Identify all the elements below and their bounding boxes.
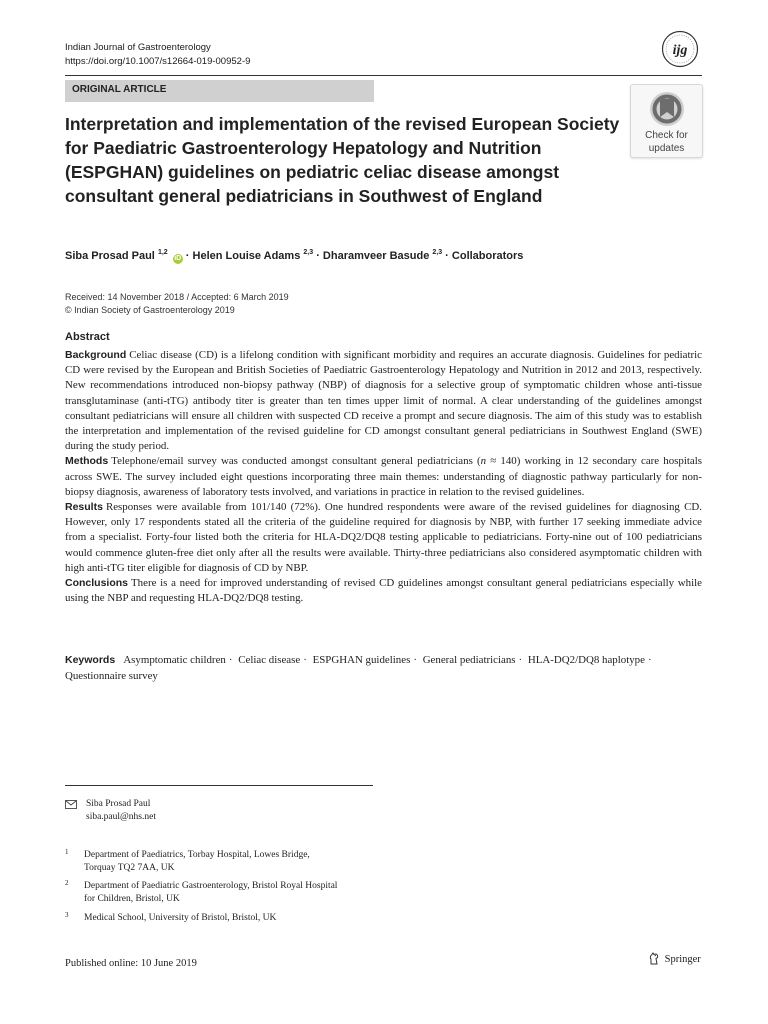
keywords: Keywords Asymptomatic children · Celiac disease · ESPGHAN guidelines · General pediatricians · HLA-DQ2/DQ8 haplotype · Questionnaire survey [65, 654, 652, 682]
publisher-logo [648, 952, 701, 965]
affiliation-line: Department of Paediatrics, Torbay Hospital, Lowes Bridge, [84, 850, 310, 860]
corresponding-author-name: Siba Prosad Paul [86, 799, 151, 809]
methods-n-symbol: n [480, 455, 487, 468]
check-updates-line1: Check for [645, 130, 688, 141]
conclusions-text: There is a need for improved understanding of revised CD guidelines amongst consultant general pediatricians especially while using the NBP and requesting HLA-DQ2/DQ8 testing. [65, 577, 702, 605]
keyword: General pediatricians [422, 654, 516, 666]
keyword: HLA-DQ2/DQ8 haplotype [527, 654, 645, 666]
abstract-body [65, 348, 702, 606]
abstract-heading: Abstract [65, 331, 110, 343]
springer-horse-icon [648, 952, 660, 965]
methods-label: Methods [65, 455, 109, 468]
header-rule [65, 75, 702, 76]
abstract-conclusions [65, 576, 702, 606]
article-dates [65, 291, 289, 317]
methods-text-start: Telephone/email survey was conducted amongst consultant general pediatricians ( [111, 455, 481, 468]
author-list [65, 249, 523, 264]
author-name[interactable]: Collaborators [451, 250, 524, 262]
journal-header [65, 41, 250, 69]
affiliation-item [65, 849, 385, 875]
author-affiliation-ref: 1,2 [157, 249, 168, 256]
keyword: Celiac disease [238, 654, 301, 666]
check-updates-line2: updates [648, 143, 685, 154]
publisher-name: Springer [664, 954, 701, 965]
keyword: ESPGHAN guidelines [312, 654, 411, 666]
results-text: Responses were available from 101/140 (72%). One hundred respondents were aware of the revised guidelines for diagnosing CD. However, only 17 respondents stated all the criteria of the guideline required for diagnosis by NBP, with further 17 seeking immediate advice from a specialist. Forty-four listed both the criteria for HLA-DQ2/DQ8 testing applicable to pediatricians. Forty-nine out of 100 pediatricians would commence gluten-free diet only after all the results were available. Thirty-three pediatricians also considered asymptomatic children with high anti-tTG titer eligible for diagnosis of CD by NBP. [65, 501, 702, 574]
author-separator: · [445, 250, 449, 262]
affiliation-line: Torquay TQ2 7AA, UK [84, 863, 175, 873]
ijg-logo-icon [661, 30, 699, 68]
published-online-date: Published online: 10 June 2019 [65, 958, 197, 969]
copyright-line: © Indian Society of Gastroenterology 2019 [65, 305, 235, 315]
author-name[interactable]: Helen Louise Adams [192, 250, 301, 262]
orcid-icon[interactable]: iD [174, 255, 182, 262]
envelope-icon [65, 800, 77, 809]
footnote-rule [65, 785, 373, 786]
abstract-results [65, 500, 702, 576]
background-text: Celiac disease (CD) is a lifelong condition with significant morbidity and requires an accurate diagnosis. Guidelines for pediatric CD were revised by the European and British Societies of Paediatric Gastroenterology Hepatology and Nutrition in 2012 and 2013, respectively. New recommendations introduced non-biopsy pathway (NBP) of diagnosis for a selective group of symptomatic children whose anti-tissue transglutaminase (anti-tTG) antibody titer is greater than ten times upper limit of normal. A clear understanding of the guidelines amongst consultant pediatricians will ensure all children with suspected CD receive a prompt and secure diagnosis. The aim of this study was to establish the interpretation and implementation of the revised guideline for CD amongst consultant general pediatricians in Southwest England (SWE) during the study period. [65, 349, 702, 453]
keyword: Questionnaire survey [65, 670, 158, 682]
author-name[interactable]: Siba Prosad Paul [65, 250, 155, 262]
conclusions-label: Conclusions [65, 577, 129, 590]
affiliation-item [65, 912, 385, 925]
check-for-updates-button[interactable] [630, 84, 703, 158]
background-label: Background [65, 349, 127, 361]
affiliation-number: 3 [65, 911, 69, 919]
author-separator: · [316, 250, 320, 262]
correspondence [65, 798, 156, 824]
received-accepted-dates: Received: 14 November 2018 / Accepted: 6 March 2019 [65, 292, 289, 302]
results-label: Results [65, 501, 103, 514]
abstract-methods [65, 454, 702, 500]
journal-name: Indian Journal of Gastroenterology [65, 42, 211, 53]
section-label: ORIGINAL ARTICLE [65, 80, 374, 102]
affiliation-line: Medical School, University of Bristol, Bristol, UK [84, 913, 277, 923]
keyword: Asymptomatic children [123, 654, 226, 666]
affiliation-number: 1 [65, 848, 69, 856]
affiliation-item [65, 880, 385, 906]
article-title: Interpretation and implementation of the revised European Society for Paediatric Gastroenterology Hepatology and Nutrition (ESPGHAN) guidelines on pediatric celiac disease amongst consultant general pediatricians in Southwest of England [65, 114, 620, 206]
journal-doi-link[interactable]: https://doi.org/10.1007/s12664-019-00952-9 [65, 56, 251, 67]
author-name[interactable]: Dharamveer Basude [322, 250, 430, 262]
affiliation-number: 2 [65, 879, 69, 887]
corresponding-author-email[interactable]: siba.paul@nhs.net [86, 812, 156, 822]
check-updates-icon [648, 90, 686, 128]
author-separator: · [185, 250, 190, 262]
methods-text-end: ≈ 140) working in 12 secondary care hospitals across SWE. The survey included eight questions incorporating three main themes: understanding of diagnostic pathway particularly for non-biopsy diagnosis, awareness of laboratory tests involved, and variations in practice in relation to the revised guidelines. [65, 455, 702, 498]
keywords-label: Keywords [65, 654, 116, 666]
ijg-logo-text: ijg [672, 43, 688, 58]
abstract-background [65, 348, 702, 454]
affiliation-line: Department of Paediatric Gastroenterology, Bristol Royal Hospital [84, 881, 338, 891]
author-affiliation-ref: 2,3 [432, 249, 443, 256]
affiliation-line: for Children, Bristol, UK [84, 894, 180, 904]
author-affiliation-ref: 2,3 [303, 249, 314, 256]
